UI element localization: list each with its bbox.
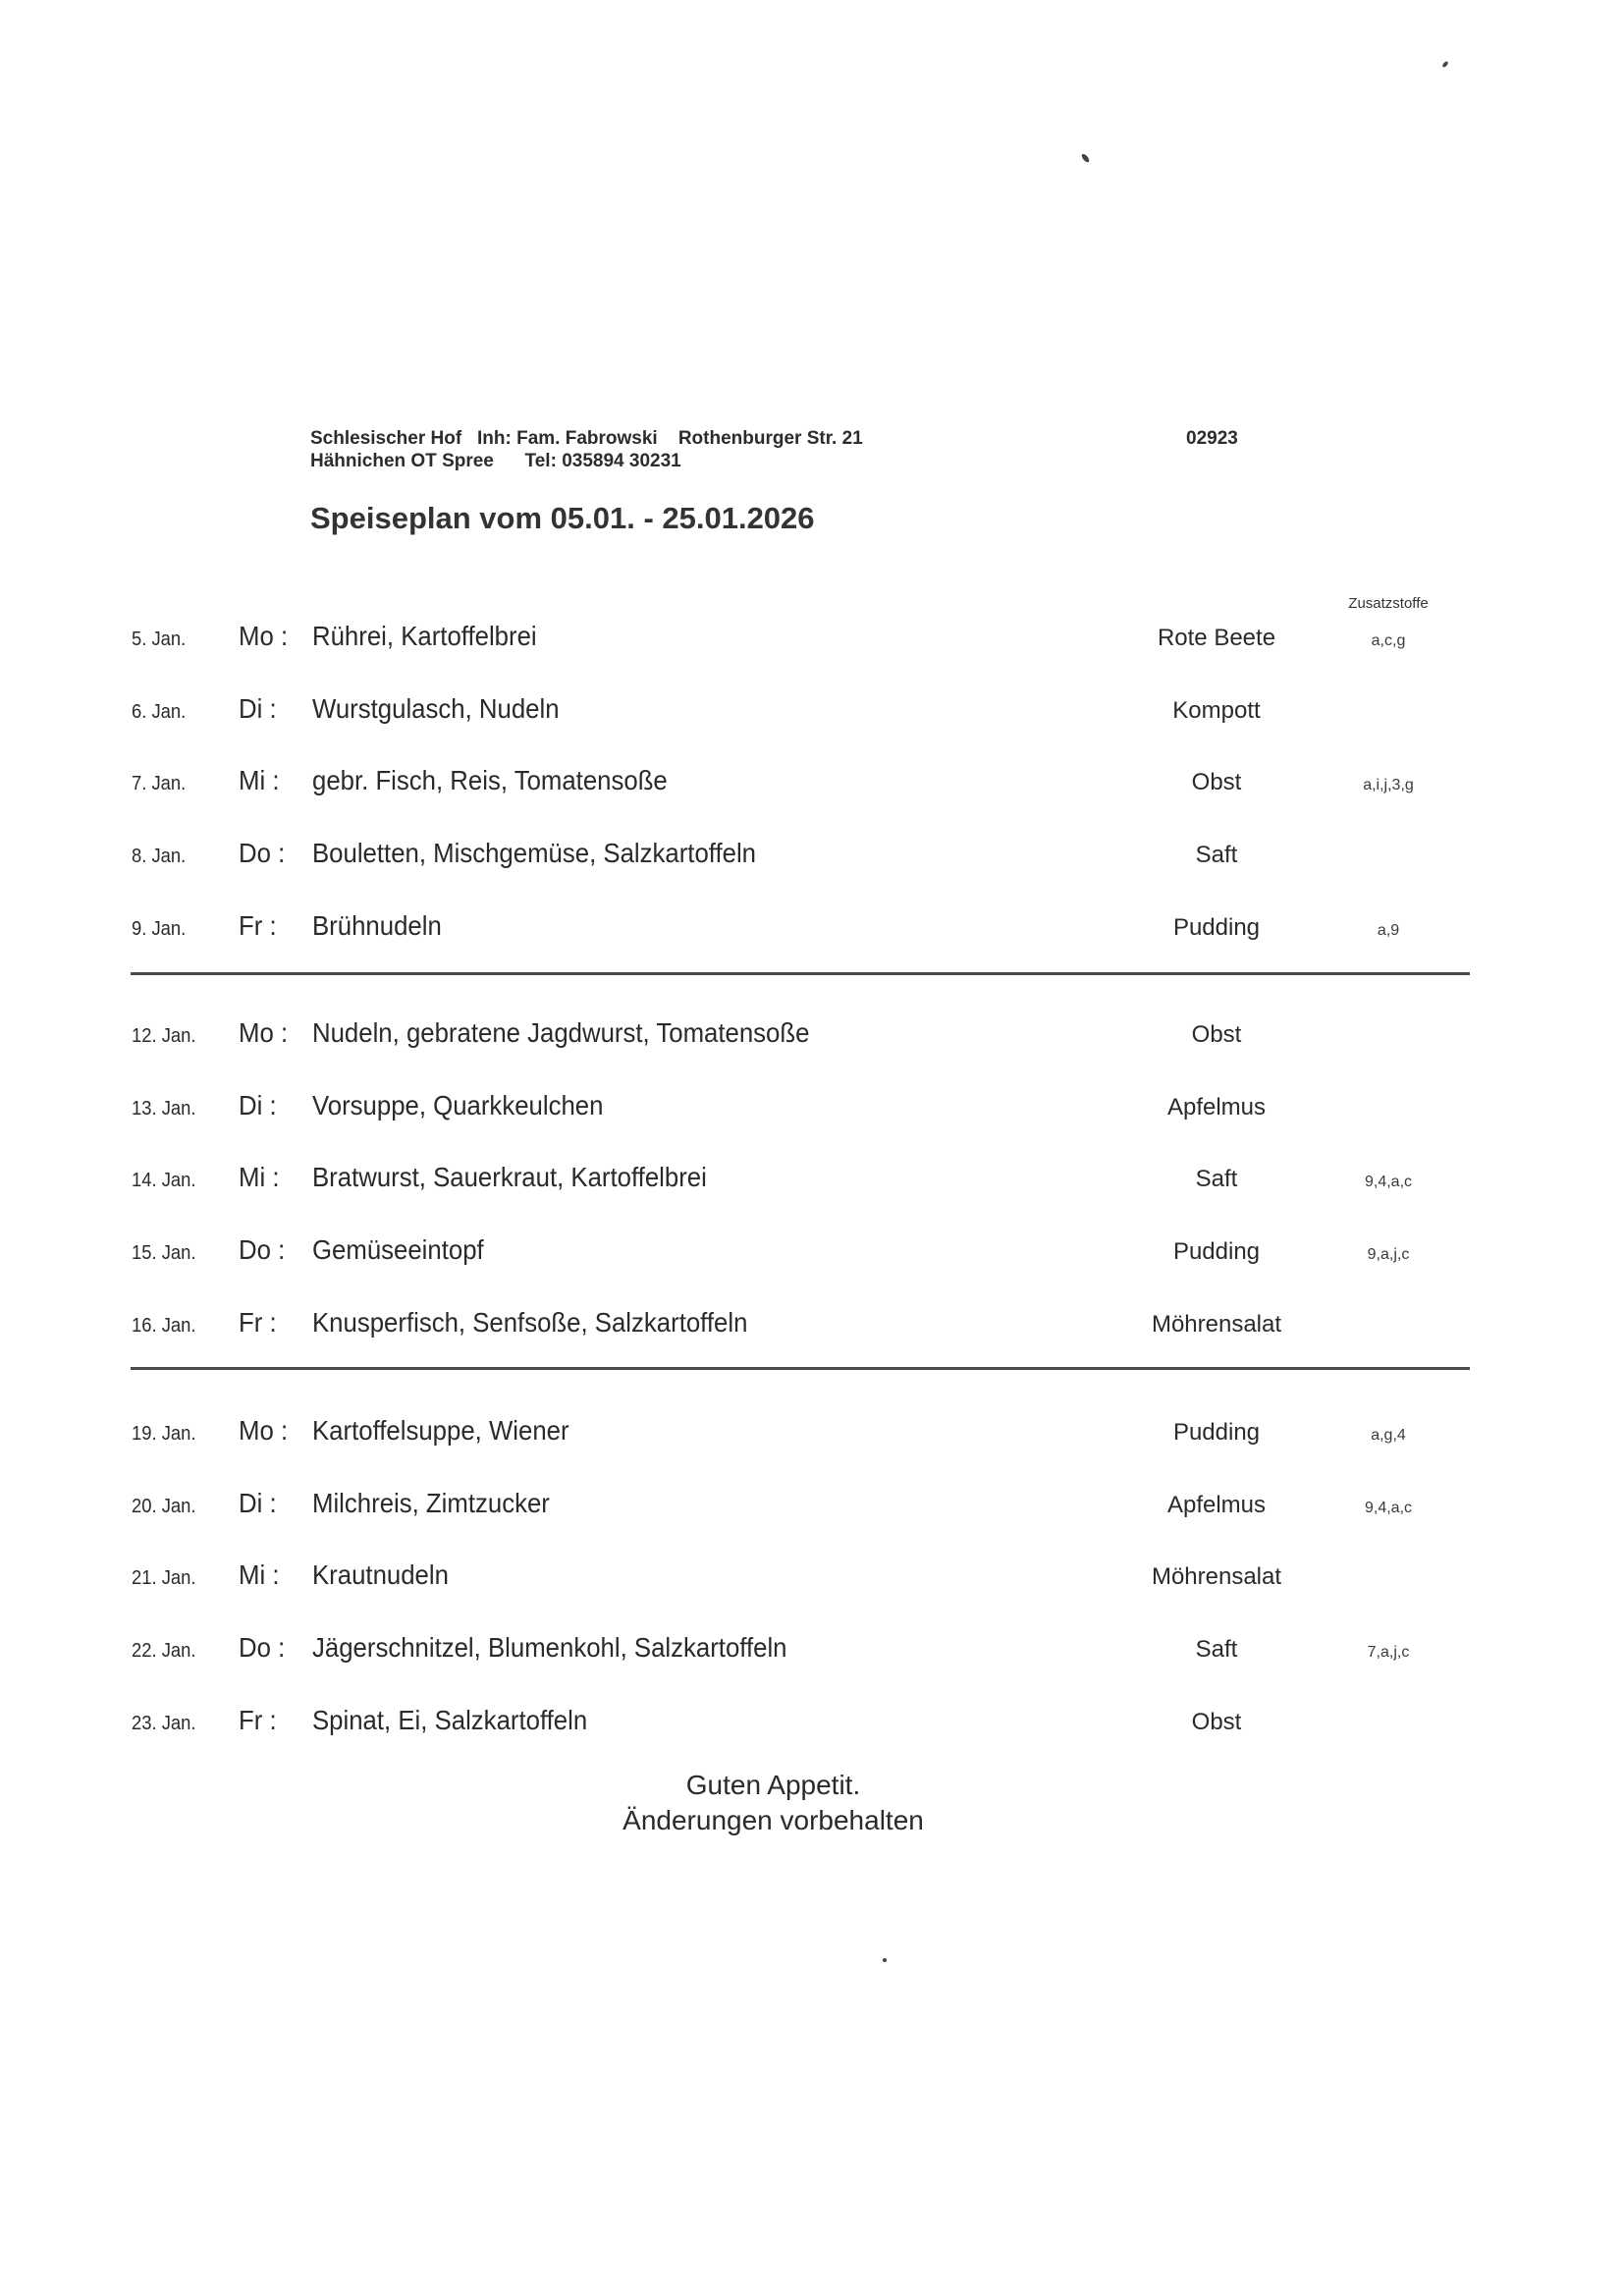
menu-row bbox=[0, 838, 1623, 877]
menu-dish: Milchreis, Zimtzucker bbox=[312, 1487, 550, 1518]
menu-date: 22. Jan. bbox=[132, 1640, 196, 1663]
menu-dish: Kartoffelsuppe, Wiener bbox=[312, 1415, 569, 1446]
menu-additives: a,g,4 bbox=[1371, 1427, 1406, 1444]
menu-date: 8. Jan. bbox=[132, 846, 187, 868]
menu-side-dish: Saft bbox=[1195, 842, 1238, 869]
menu-weekday: Mo : bbox=[239, 1017, 289, 1048]
menu-dish: Bouletten, Mischgemüse, Salzkartoffeln bbox=[312, 838, 757, 869]
menu-date: 7. Jan. bbox=[132, 773, 187, 795]
week-divider bbox=[131, 1367, 1470, 1370]
footer-disclaimer: Änderungen vorbehalten bbox=[622, 1805, 924, 1835]
menu-date: 15. Jan. bbox=[132, 1242, 196, 1265]
menu-dish: Rührei, Kartoffelbrei bbox=[312, 621, 537, 651]
postcode: 02923 bbox=[1186, 428, 1238, 449]
menu-additives: 9,4,a,c bbox=[1364, 1499, 1413, 1516]
menu-additives: 9,4,a,c bbox=[1364, 1174, 1413, 1191]
menu-date: 19. Jan. bbox=[132, 1423, 196, 1445]
restaurant-address-line-1: Schlesischer Hof Inh: Fam. Fabrowski Rothenburger Str. 21 bbox=[310, 428, 863, 449]
menu-additives: a,i,j,3,g bbox=[1363, 777, 1414, 794]
scan-speck bbox=[1080, 153, 1090, 164]
menu-additives: a,c,g bbox=[1371, 632, 1406, 649]
menu-weekday: Mi : bbox=[239, 1559, 280, 1591]
menu-row bbox=[0, 1488, 1623, 1527]
menu-weekday: Fr : bbox=[239, 909, 277, 941]
menu-side-dish: Pudding bbox=[1172, 913, 1261, 941]
menu-row bbox=[0, 1415, 1623, 1454]
menu-date: 13. Jan. bbox=[132, 1097, 196, 1120]
menu-weekday: Do : bbox=[239, 838, 286, 869]
menu-side-dish: Pudding bbox=[1172, 1419, 1261, 1446]
menu-weekday: Mi : bbox=[239, 1162, 280, 1193]
menu-weekday: Fr : bbox=[239, 1704, 277, 1735]
menu-row bbox=[0, 1307, 1623, 1346]
menu-row bbox=[0, 1705, 1623, 1744]
menu-dish: Vorsuppe, Quarkkeulchen bbox=[312, 1089, 604, 1121]
menu-date: 20. Jan. bbox=[132, 1495, 196, 1517]
menu-row bbox=[0, 1234, 1623, 1274]
additives-column-header: Zusatzstoffe bbox=[1348, 595, 1429, 612]
menu-weekday: Di : bbox=[239, 692, 277, 724]
menu-dish: Gemüseeintopf bbox=[312, 1234, 484, 1266]
menu-row bbox=[0, 693, 1623, 733]
menu-date: 12. Jan. bbox=[132, 1025, 196, 1047]
menu-row bbox=[0, 1559, 1623, 1599]
week-divider bbox=[131, 972, 1470, 975]
menu-row bbox=[0, 765, 1623, 804]
menu-side-dish: Kompott bbox=[1172, 696, 1261, 724]
menu-row bbox=[0, 1090, 1623, 1129]
menu-date: 21. Jan. bbox=[132, 1567, 196, 1590]
menu-row bbox=[0, 910, 1623, 950]
menu-date: 6. Jan. bbox=[132, 700, 187, 723]
menu-row bbox=[0, 1632, 1623, 1671]
menu-side-dish: Saft bbox=[1195, 1166, 1238, 1193]
menu-side-dish: Obst bbox=[1191, 769, 1242, 796]
scan-speck bbox=[1441, 61, 1449, 69]
menu-dish: Nudeln, gebratene Jagdwurst, Tomatensoße bbox=[312, 1017, 810, 1048]
menu-row bbox=[0, 1017, 1623, 1057]
menu-dish: Wurstgulasch, Nudeln bbox=[312, 692, 560, 724]
menu-weekday: Mo : bbox=[239, 621, 289, 651]
menu-side-dish: Möhrensalat bbox=[1151, 1310, 1282, 1338]
menu-dish: Jägerschnitzel, Blumenkohl, Salzkartoffeln bbox=[312, 1632, 787, 1664]
menu-weekday: Do : bbox=[239, 1234, 286, 1266]
menu-weekday: Fr : bbox=[239, 1306, 277, 1338]
menu-dish: Spinat, Ei, Salzkartoffeln bbox=[312, 1704, 588, 1735]
menu-weekday: Do : bbox=[239, 1632, 286, 1664]
menu-side-dish: Rote Beete bbox=[1157, 625, 1276, 651]
menu-date: 5. Jan. bbox=[132, 629, 187, 650]
menu-weekday: Mo : bbox=[239, 1415, 289, 1446]
menu-date: 14. Jan. bbox=[132, 1170, 196, 1192]
restaurant-address-line-2: Hähnichen OT Spree Tel: 035894 30231 bbox=[310, 451, 681, 471]
menu-date: 9. Jan. bbox=[132, 917, 187, 940]
menu-side-dish: Obst bbox=[1191, 1021, 1242, 1048]
menu-weekday: Di : bbox=[239, 1089, 277, 1121]
menu-date: 16. Jan. bbox=[132, 1314, 196, 1337]
menu-side-dish: Apfelmus bbox=[1166, 1491, 1267, 1518]
menu-side-dish: Obst bbox=[1191, 1708, 1242, 1735]
menu-row bbox=[0, 1162, 1623, 1201]
menu-dish: Knusperfisch, Senfsoße, Salzkartoffeln bbox=[312, 1306, 748, 1338]
menu-additives: 9,a,j,c bbox=[1367, 1246, 1410, 1264]
menu-weekday: Di : bbox=[239, 1487, 277, 1518]
menu-date: 23. Jan. bbox=[132, 1712, 196, 1734]
menu-dish: Krautnudeln bbox=[312, 1559, 449, 1591]
menu-dish: Brühnudeln bbox=[312, 909, 442, 941]
footer-greeting: Guten Appetit. bbox=[685, 1770, 861, 1800]
menu-additives: a,9 bbox=[1377, 921, 1400, 939]
menu-dish: Bratwurst, Sauerkraut, Kartoffelbrei bbox=[312, 1162, 707, 1193]
menu-weekday: Mi : bbox=[239, 765, 280, 796]
menu-side-dish: Pudding bbox=[1172, 1238, 1261, 1266]
menu-additives: 7,a,j,c bbox=[1367, 1644, 1410, 1662]
menu-side-dish: Apfelmus bbox=[1166, 1093, 1267, 1121]
menu-side-dish: Möhrensalat bbox=[1151, 1563, 1282, 1591]
scan-speck bbox=[883, 1958, 887, 1962]
page-title: Speiseplan vom 05.01. - 25.01.2026 bbox=[310, 501, 815, 535]
menu-row bbox=[0, 621, 1623, 660]
menu-dish: gebr. Fisch, Reis, Tomatensoße bbox=[312, 765, 668, 796]
menu-side-dish: Saft bbox=[1195, 1636, 1238, 1664]
